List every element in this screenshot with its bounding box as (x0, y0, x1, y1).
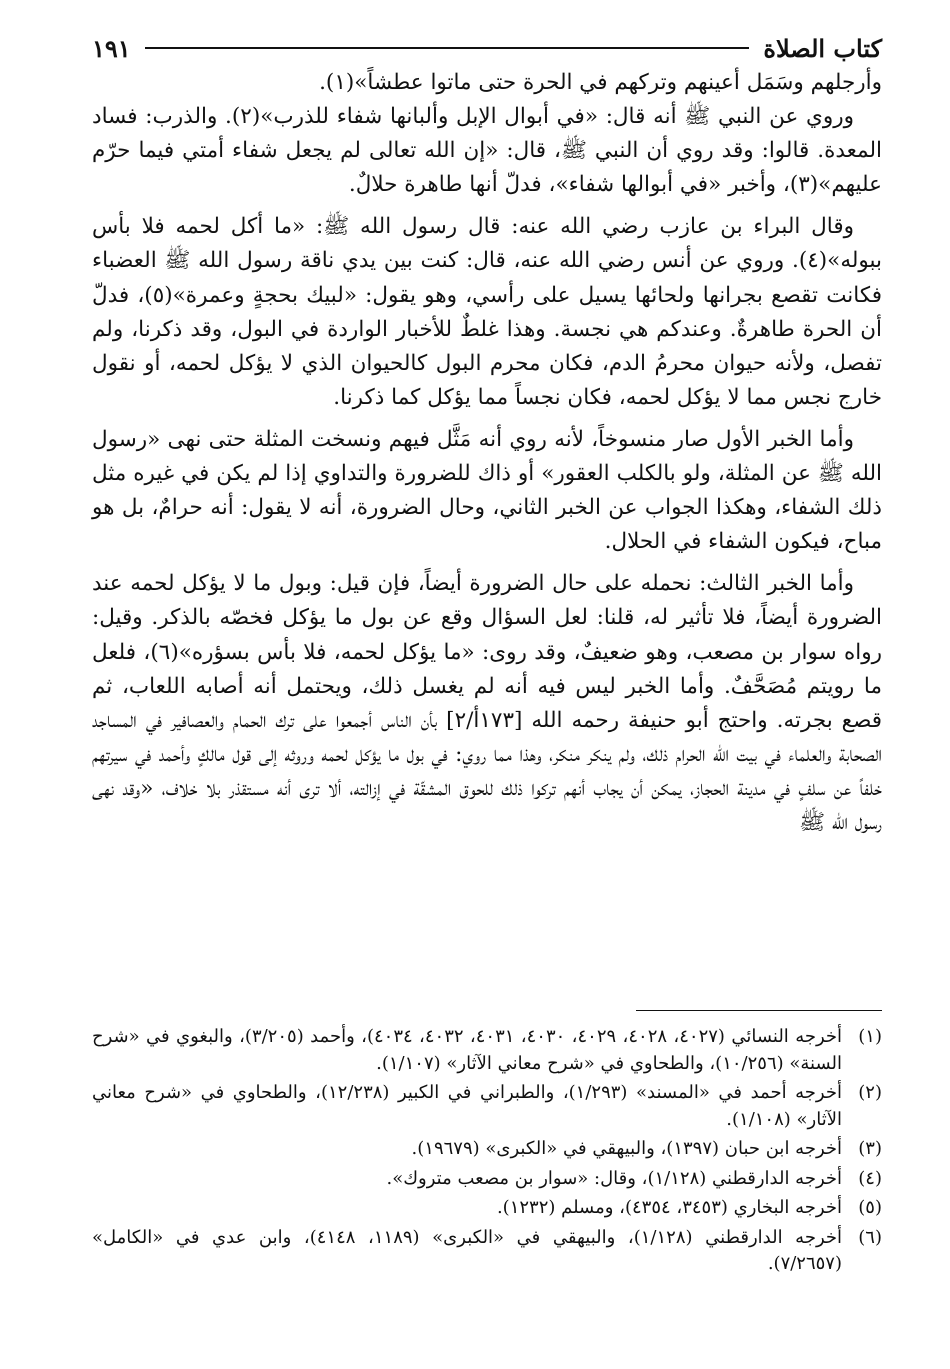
footnote-number: (٣) (858, 1138, 882, 1159)
paragraph: وروي عن النبي ﷺ أنه قال: «في أبوال الإبل وألبانها شفاء للذرب»(٢). والذرب: فساد المعدة. قالوا: وقد روي أن النبي ﷺ، قال: «إن الله تعالى لم يجعل شفاء أمتي فيما حرّم عليهم»(٣)، وأخبر «في أبوالها شفاء»، فدلّ أنها طاهرة حلالٌ. (92, 104, 882, 198)
footnote (92, 1166, 882, 1193)
footnote-text: أخرجه أحمد في «المسند» (١/٢٩٣)، والطبراني في الكبير (١٢/٢٣٨)، والطحاوي في «شرح معاني الآثار» (١/١٠٨). (92, 1082, 842, 1130)
footnote-text: أخرجه ابن حبان (١٣٩٧)، والبيهقي في «الكبرى» (١٩٦٧٩). (411, 1138, 842, 1159)
paragraph: وأرجلهم وسَمَل أعينهم وتركهم في الحرة حتى ماتوا عطشاً»(١). (319, 70, 882, 95)
footnote (92, 1024, 882, 1077)
footnote-number: (١) (858, 1026, 882, 1047)
footnote-number: (٦) (858, 1226, 882, 1248)
footnote-number: (٤) (858, 1167, 882, 1189)
footnote (92, 1195, 882, 1222)
footnote-separator (636, 1010, 882, 1011)
chapter-title: كتاب الصلاة (763, 33, 882, 63)
footnote-text: أخرجه الدارقطني (١/١٢٨)، والبيهقي في «الكبرى» (١١٨٩، ٤١٤٨)، وابن عدي في «الكامل» (٧/٢٦٥٧). (92, 1226, 843, 1274)
footnote-text: أخرجه الدارقطني (١/١٢٨)، وقال: «سوار بن مصعب متروك». (386, 1167, 842, 1189)
paragraph: وأما الخبر الأول صار منسوخاً، لأنه روي أنه مَثَّل فيهم ونسخت المثلة حتى نهى «رسول الله ﷺ عن المثلة، ولو بالكلب العقور» أو ذاك للضرورة والتداوي إذا لم يكن في غيره مثل ذلك الشفاء، وهكذا الجواب عن الخبر الثاني، وحال الضرورة، أنه لا يقول: أنه حرامٌ، بل هو مباح، فيكون الشفاء في الحلال. (92, 426, 882, 555)
header-rule (145, 47, 750, 49)
footnote-number: (٢) (858, 1082, 882, 1103)
footnote (92, 1080, 882, 1133)
footnote-number: (٥) (858, 1197, 882, 1218)
footnote-text: أخرجه البخاري (٣٤٥٣، ٤٣٥٤)، ومسلم (١٢٣٢). (496, 1197, 842, 1218)
footnote (92, 1225, 882, 1278)
page-number: ١٩١ (92, 33, 131, 63)
paragraph: وقال البراء بن عازب رضي الله عنه: قال رسول الله ﷺ: «ما أكل لحمه فلا بأس ببوله»(٤). وروي عن أنس رضي الله عنه، قال: كنت بين يدي ناقة رسول الله ﷺ العضباء فكانت تقصع بجرانها ولحائها يسيل على رأسي، وهو يقول: «لبيك بحجةٍ وعمرة»(٥)، فدلّ أن الحرة طاهرةٌ. وعندكم هي نجسة. وهذا غلطٌ للأخبار الواردة في البول، وقد ذكرنا، ولم تفصل، ولأنه حيوان محرمُ الدم، فكان محرم البول كالحيوان الذي لا يؤكل لحمه، أو نقول خارج نجس مما لا يؤكل لحمه، فكان نجساً مما يؤكل كما ذكرنا. (92, 214, 882, 410)
footnote-text: أخرجه النسائي (٤٠٢٧، ٤٠٢٨، ٤٠٢٩، ٤٠٣٠، ٤٠٣١، ٤٠٣٢، ٤٠٣٤)، وأحمد (٣/٢٠٥)، والبغوي في «شرح السنة» (١٠/٢٥٦)، والطحاوي في «شرح معاني الآثار» (١/١٠٧). (92, 1026, 843, 1074)
footnote (92, 1136, 882, 1163)
footnotes (92, 1024, 882, 1281)
running-header (92, 30, 882, 66)
main-text (92, 66, 882, 840)
paragraph: وأما الخبر الثالث: نحمله على حال الضرورة أيضاً، فإن قيل: وبول ما لا يؤكل لحمه عند الضرورة أيضاً، فلا تأثير له، قلنا: لعل السؤال وقع عن بول ما يؤكل فخصّه بالذكر. وقيل: رواه سوار بن مصعب، وهو ضعيفٌ، وقد روى: «ما يؤكل لحمه، فلا بأس بسؤره»(٦)، فلعل ما رويتم مُصَحَّفٌ. وأما الخبر ليس فيه أنه لم يغسل ذلك، ويحتمل أنه أصابه اللعاب، ثم قصع بجرته. واحتج أبو حنيفة رحمه الله [١٧٣أ/٢] بأن الناس أجمعوا على ترك الحمام والعصافير في المساجد الصحابة والعلماء في بيت الله الحرام ذلك، ولم ينكر منكر، وهذا مما روي: في بول ما يؤكل لحمه وروثه إلى قول مالكٍ وأحمد في سيرتهم خلفاً عن سلفٍ في مدينة الحجاز، يمكن أن يجاب أنهم تركوا ذلك للحوق المشقّة في إزالته، ألا ترى أنه مستقذر بلا خلاف، «وقد نهى رسول الله ﷺ (92, 571, 882, 835)
